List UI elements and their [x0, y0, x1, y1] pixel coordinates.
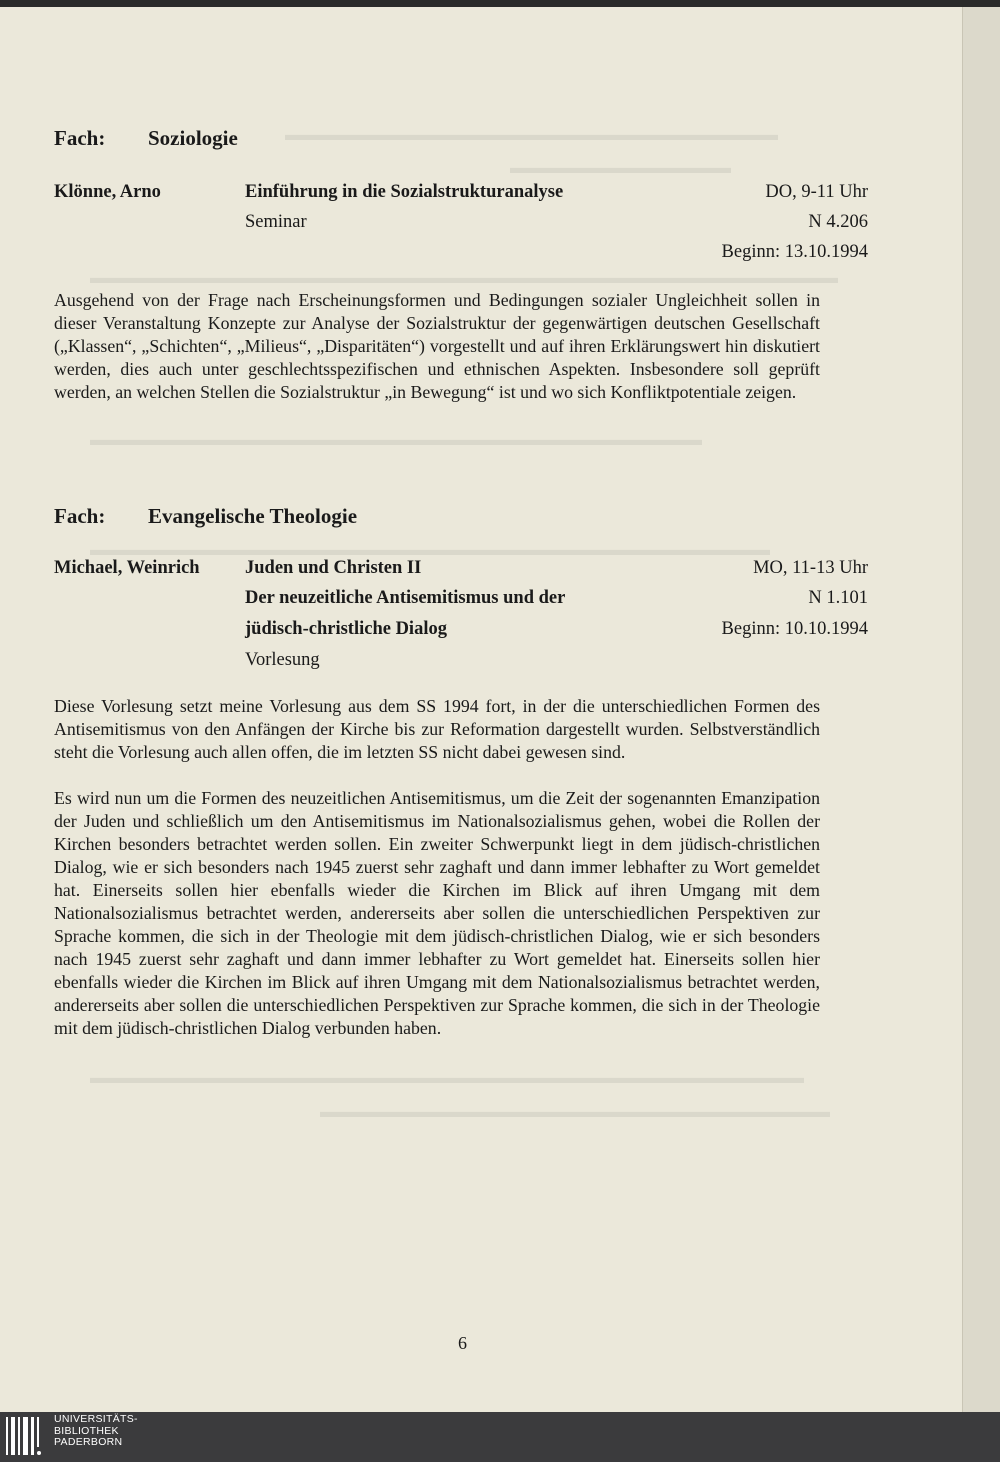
- course-time: MO, 11-13 Uhr: [753, 558, 868, 578]
- fach-label: Fach:: [54, 504, 106, 528]
- page-number: 6: [458, 1333, 467, 1353]
- scan-top-edge: [0, 0, 1000, 7]
- course-type: Vorlesung: [245, 650, 320, 670]
- course-start: Beginn: 10.10.1994: [721, 619, 868, 639]
- bleed-through-line: ▬▬▬▬▬▬▬▬▬▬▬▬▬▬▬▬▬▬▬▬▬▬▬▬▬▬▬▬▬▬▬▬▬▬▬▬: [90, 430, 702, 449]
- course-subtitle: Der neuzeitliche Antisemitismus und der: [245, 588, 566, 608]
- course-time: DO, 9-11 Uhr: [765, 182, 868, 202]
- course-line: [54, 212, 868, 238]
- course-type: Seminar: [245, 212, 307, 232]
- library-logo-icon: [6, 1417, 46, 1459]
- course-line: [54, 182, 868, 208]
- course-room: N 1.101: [808, 588, 868, 608]
- lecturer-name: Michael, Weinrich: [54, 558, 200, 578]
- course-line: [54, 650, 868, 676]
- library-name-line: UNIVERSITÄTS-: [54, 1413, 138, 1425]
- fach-name: Evangelische Theologie: [148, 504, 358, 528]
- course-line: [54, 619, 868, 645]
- library-name-line: BIBLIOTHEK: [54, 1424, 119, 1437]
- course-description: Ausgehend von der Frage nach Erscheinungsformen und Bedingungen sozialer Ungleichheit sollen in dieser Veranstaltung Konzepte zur Analyse der Sozialstruktur der gegenwärtigen deutschen Gesellschaft („Klassen“, „Schichten“, „Milieus“, „Disparitäten“) vorgestellt und auf ihren Erklärungswert hin diskutiert werden, dies auch unter geschlechtsspezifischen und ethnischen Aspekten. Insbesondere soll geprüft werden, an welchen Stellen die Sozialstruktur „in Bewegung“ ist und wo sich Konfliktpotentiale zeigen.: [54, 290, 820, 402]
- lecturer-name: Klönne, Arno: [54, 182, 161, 202]
- library-name-line: PADERBORN: [54, 1436, 123, 1448]
- course-description: Diese Vorlesung setzt meine Vorlesung aus dem SS 1994 fort, in der die unterschiedlichen Formen des Antisemitismus von den Anfängen der Kirche bis zur Reformation dargestellt wurden. Selbstverständlich steht die Vorlesung auch allen offen, die im letzten SS nicht dabei gewesen sind.: [54, 696, 820, 762]
- course-subtitle: jüdisch-christliche Dialog: [245, 619, 447, 639]
- course-title: Einführung in die Sozialstrukturanalyse: [245, 182, 564, 202]
- course-title: Juden und Christen II: [245, 558, 422, 578]
- section-heading-soziologie: [54, 126, 238, 151]
- course-line: [54, 558, 868, 584]
- section-heading-theologie: [54, 504, 357, 529]
- next-page-edge: [962, 7, 1000, 1412]
- library-name: [54, 1414, 138, 1449]
- course-line: [54, 588, 868, 614]
- bleed-through-line: ▬▬▬▬▬▬▬▬▬▬▬▬▬▬▬▬▬▬▬▬▬▬▬▬▬▬▬▬▬▬▬▬▬▬▬▬▬▬▬▬▬▬: [90, 1068, 804, 1087]
- bleed-through-line: ▬▬▬▬▬▬▬▬▬▬▬▬▬▬▬▬▬▬▬▬▬▬▬▬▬▬▬▬▬: [285, 125, 778, 144]
- fach-label: Fach:: [54, 126, 106, 150]
- bleed-through-line: ▬▬▬▬▬▬▬▬▬▬▬▬▬: [510, 158, 731, 177]
- course-description: Es wird nun um die Formen des neuzeitlichen Antisemitismus, um die Zeit der sogenannten Emanzipation der Juden und schließlich um den Antisemitismus im Nationalsozialismus gehen, wobei die Rollen der Kirchen besonders betrachtet werden sollen. Ein zweiter Schwerpunkt liegt in dem jüdisch-christlichen Dialog, wie er sich besonders nach 1945 zuerst sehr zaghaft und dann immer lebhafter zu Wort gemeldet hat. Einerseits sollen hier ebenfalls wieder die Kirchen im Blick auf ihren Umgang mit dem Nationalsozialismus betrachtet werden, andererseits aber sollen die unterschiedlichen Perspektiven zur Sprache kommen, die sich in der Theologie mit dem jüdisch-christlichen Dialog, wie er sich besonders nach 1945 zuerst sehr zaghaft und dann immer lebhafter zu Wort gemeldet hat. Einerseits sollen hier ebenfalls wieder die Kirchen im Blick auf ihren Umgang mit dem Nationalsozialismus betrachtet werden, andererseits aber sollen die unterschiedlichen Perspektiven zur Sprache kommen, die sich in der Theologie mit dem jüdisch-christlichen Dialog verbunden haben.: [54, 788, 820, 1038]
- bleed-through-line: ▬▬▬▬▬▬▬▬▬▬▬▬▬▬▬▬▬▬▬▬▬▬▬▬▬▬▬▬▬▬: [320, 1102, 830, 1121]
- course-start: Beginn: 13.10.1994: [721, 242, 868, 262]
- course-room: N 4.206: [808, 212, 868, 232]
- course-line: [54, 242, 868, 268]
- bleed-through-line: ▬▬▬▬▬▬▬▬▬▬▬▬▬▬▬▬▬▬▬▬▬▬▬▬▬▬▬▬▬▬▬▬▬▬▬▬▬▬▬▬▬▬▬▬: [90, 268, 838, 287]
- bleed-through-line: ▬▬▬▬▬▬▬▬▬▬▬▬▬▬▬▬▬▬▬▬▬▬▬▬▬▬▬▬▬▬▬▬▬▬▬▬▬▬▬▬: [90, 540, 770, 559]
- library-footer: [0, 1412, 1000, 1462]
- fach-name: Soziologie: [148, 126, 238, 150]
